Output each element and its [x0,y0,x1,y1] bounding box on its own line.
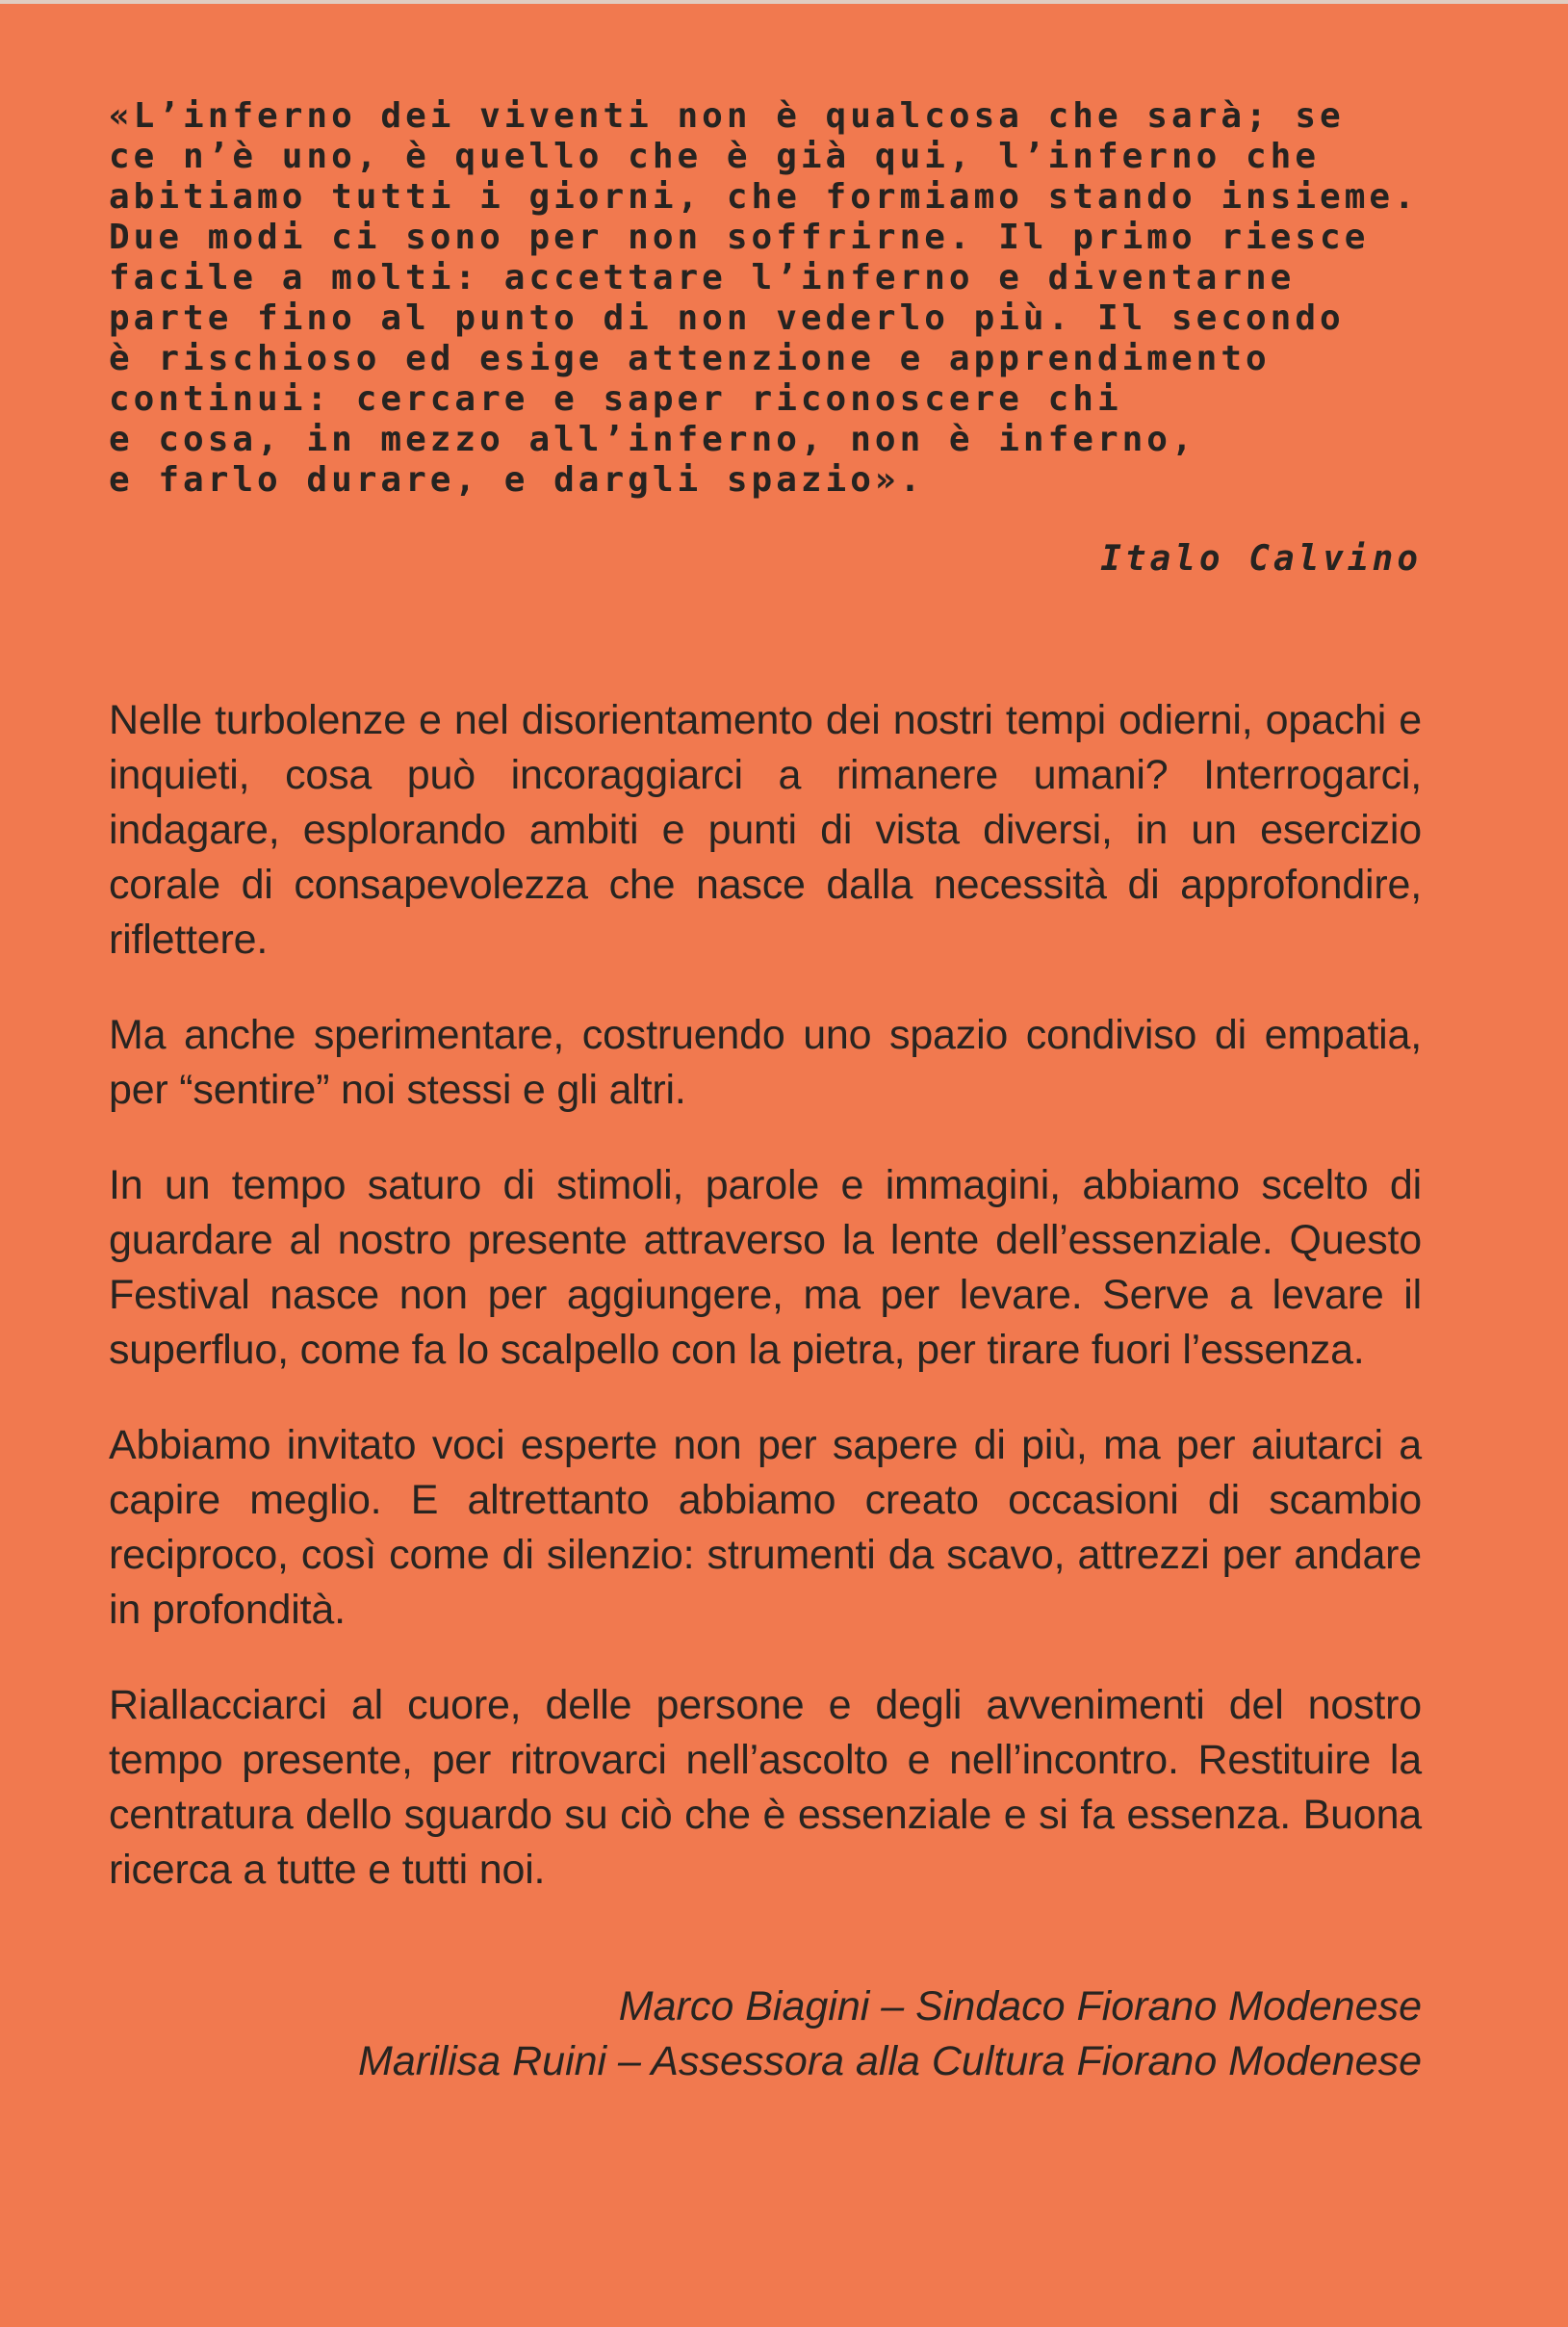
quote-line: facile a molti: accettare l’inferno e diventarne [109,258,1296,297]
quote-line: è rischioso ed esige attenzione e apprendimento [109,339,1271,378]
quote-line: parte fino al punto di non vederlo più. Il secondo [109,298,1345,338]
quote-line: e farlo durare, e dargli spazio». [109,460,925,500]
calvino-quote [109,96,1422,501]
intro-paragraph-4: Abbiamo invitato voci esperte non per sapere di più, ma per aiutarci a capire meglio. E altrettanto abbiamo creato occasioni di scambio reciproco, così come di silenzio: strumenti da scavo, attrezzi per andare in profondità. [109,1422,1422,1633]
intro-text [109,693,1422,1898]
intro-paragraph-2: Ma anche sperimentare, costruendo uno spazio condiviso di empatia, per “sentire” noi stessi e gli altri. [109,1012,1422,1113]
quote-line: Due modi ci sono per non soffrirne. Il primo riesce [109,218,1370,257]
quote-line: ce n’è uno, è quello che è già qui, l’inferno che [109,137,1321,176]
intro-paragraph-1: Nelle turbolenze e nel disorientamento dei nostri tempi odierni, opachi e inquieti, cosa può incoraggiarci a rimanere umani? Interrogarci, indagare, esplorando ambiti e punti di vista diversi, in un esercizio corale di consapevolezza che nasce dalla necessità di approfondire, riflettere. [109,697,1422,963]
signature-marilisa-ruini: Marilisa Ruini – Assessora alla Cultura Fiorano Modenese [358,2038,1422,2084]
signature-block [109,1979,1422,2089]
quote-line: e cosa, in mezzo all’inferno, non è inferno, [109,420,1196,459]
intro-paragraph-5: Riallacciarci al cuore, delle persone e degli avvenimenti del nostro tempo presente, per ritrovarci nell’ascolto e nell’incontro. Restituire la centratura dello sguardo su ciò che è essenziale e si fa essenza. Buona ricerca a tutte e tutti noi. [109,1682,1422,1893]
signature-marco-biagini: Marco Biagini – Sindaco Fiorano Modenese [618,1983,1422,2030]
quote-line: abitiamo tutti i giorni, che formiamo stando insieme. [109,177,1419,217]
quote-line: continui: cercare e saper riconoscere chi [109,379,1122,419]
quote-attribution: Italo Calvino [1100,539,1422,579]
quote-line: «L’inferno dei viventi non è qualcosa che sarà; se [109,96,1345,136]
intro-paragraph-3: In un tempo saturo di stimoli, parole e immagini, abbiamo scelto di guardare al nostro presente attraverso la lente dell’essenziale. Questo Festival nasce non per aggiungere, ma per levare. Serve a levare il superfluo, come fa lo scalpello con la pietra, per tirare fuori l’essenza. [109,1162,1422,1373]
page-top-edge [0,0,1568,4]
